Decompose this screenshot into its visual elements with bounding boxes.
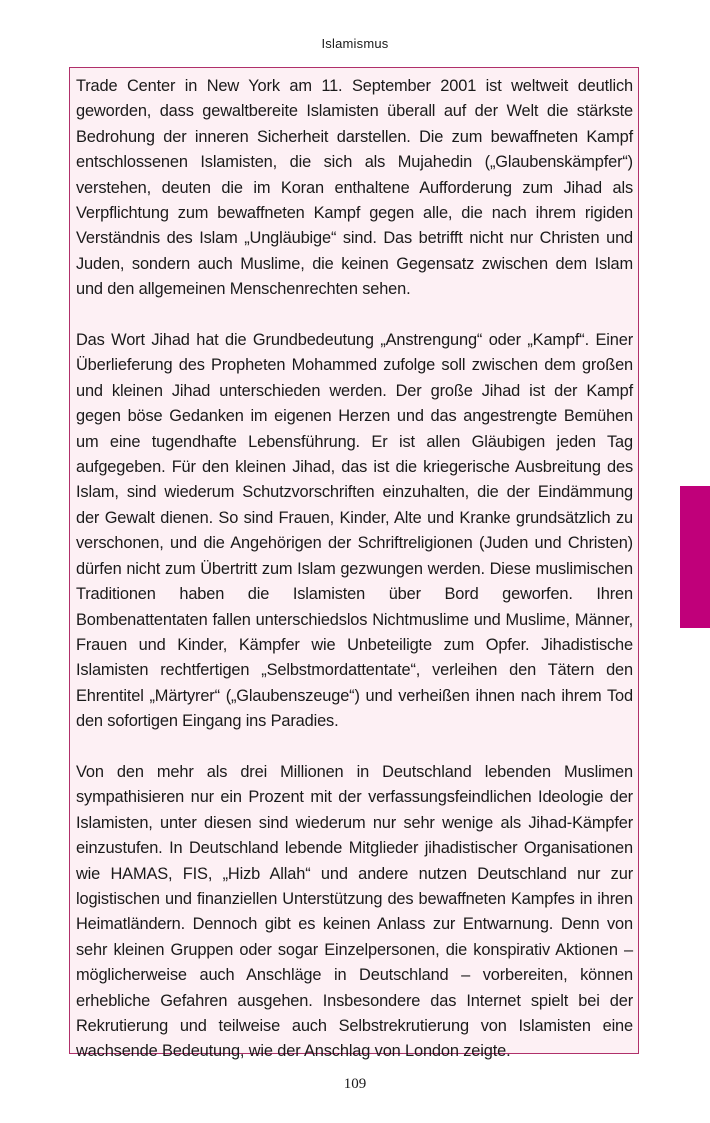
chapter-thumb-tab (680, 486, 710, 628)
paragraph-2: Das Wort Jihad hat die Grundbedeutung „Anstrengung“ oder „Kampf“. Einer Überlieferung des Propheten Mohammed zufolge soll zwischen dem großen und kleinen Jihad unterschieden werden. Der große Jihad ist der Kampf gegen böse Gedanken im eigenen Herzen und das angestrengte Bemühen um eine tugendhafte Lebensführung. Er ist allen Gläubigen jeden Tag aufgegeben. Für den kleinen Jihad, das ist die kriegerische Ausbreitung des Islam, sind wiederum Schutzvorschriften einzuhalten, die der Eindämmung der Gewalt dienen. So sind Frauen, Kinder, Alte und Kranke grundsätzlich zu verschonen, und die Angehörigen der Schriftreligionen (Juden und Christen) dürfen nicht zum Übertritt zum Islam gezwungen werden. Diese muslimischen Traditionen haben die Islamisten über Bord geworfen. Ihren Bombenattentaten fallen unterschiedslos Nichtmuslime und Muslime, Männer, Frauen und Kinder, Kämpfer wie Unbeteiligte zum Opfer. Jihadistische Islamisten rechtfertigen „Selbstmordattentate“, verleihen den Tätern den Ehrentitel „Märtyrer“ („Glaubenszeuge“) und verheißen ihnen nach ihrem Tod den sofortigen Eingang ins Paradies. (76, 331, 633, 731)
page-number: 109 (343, 1076, 367, 1092)
running-header: Islamismus (321, 36, 389, 51)
highlighted-text-box (69, 67, 639, 1061)
paragraph-3: Von den mehr als drei Millionen in Deutschland lebenden Muslimen sympathisieren nur ein Prozent mit der verfassungsfeindlichen Ideologie der Islamisten, unter diesen sind wiederum nur sehr wenige als Jihad-Kämpfer einzustufen. In Deutschland lebende Mitglieder jihadistischer Organisationen wie HAMAS, FIS, „Hizb Allah“ und andere nutzen Deutschland nur zur logistischen und finanziellen Unterstützung des bewaffneten Kampfes in ihren Heimatländern. Dennoch gibt es keinen Anlass zur Entwarnung. Denn von sehr kleinen Gruppen oder sogar Einzelpersonen, die konspirativ Aktionen – möglicherweise auch Anschläge in Deutschland – vorbereiten, können erhebliche Gefahren ausgehen. Insbesondere das Internet spielt bei der Rekrutierung und teilweise auch Selbstrekrutierung von Islamisten eine wachsende Bedeutung, wie der Anschlag von London zeigte. (76, 762, 633, 1061)
paragraph-1: Trade Center in New York am 11. September 2001 ist weltweit deutlich geworden, dass gewaltbereite Islamisten überall auf der Welt die stärkste Bedrohung der inneren Sicherheit darstellen. Die zum bewaffneten Kampf entschlossenen Islamisten, die sich als Mujahedin („Glaubenskämpfer“) verstehen, deuten die im Koran enthaltene Aufforderung zum Jihad als Verpflichtung zum bewaffneten Kampf gegen alle, die nach ihrem rigiden Verständnis des Islam „Ungläubige“ sind. Das betrifft nicht nur Christen und Juden, sondern auch Muslime, die keinen Gegensatz zwischen dem Islam und den allgemeinen Menschenrechten sehen. (76, 77, 633, 299)
